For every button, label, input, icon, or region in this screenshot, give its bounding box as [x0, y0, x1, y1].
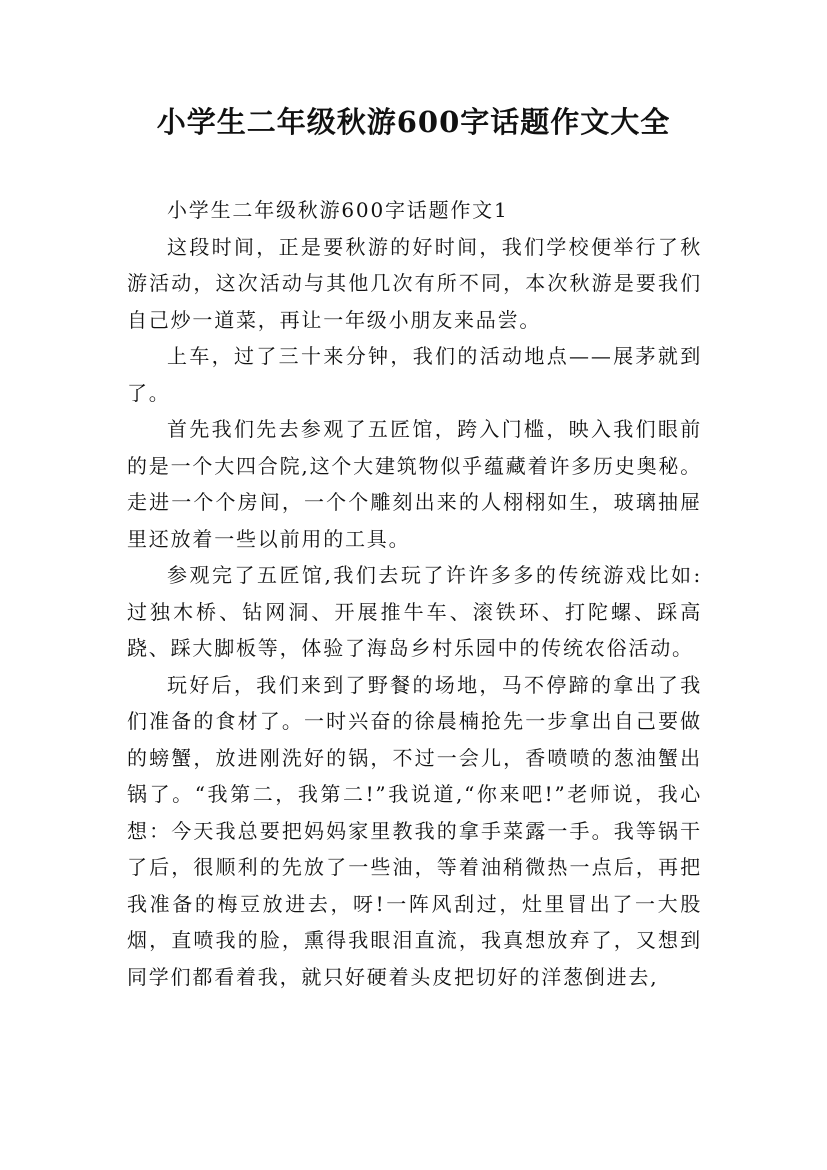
essay-subtitle: 小学生二年级秋游600字话题作文1: [167, 198, 509, 222]
paragraph: 参观完了五匠馆,我们去玩了许许多多的传统游戏比如:过独木桥、钻网洞、开展推牛车、滚铁环、打陀螺、踩高跷、踩大脚板等，体验了海岛乡村乐园中的传统农俗活动。: [127, 563, 702, 660]
document-title: 小学生二年级秋游600字话题作文大全: [156, 105, 671, 139]
paragraph: 上车，过了三十来分钟，我们的活动地点——展茅就到了。: [127, 344, 702, 405]
document-body: [127, 192, 702, 995]
paragraph: 首先我们先去参观了五匠馆，跨入门槛，映入我们眼前的是一个大四合院,这个大建筑物似乎蕴藏着许多历史奥秘。走进一个个房间，一个个雕刻出来的人栩栩如生，玻璃抽屉里还放着一些以前用的工具。: [127, 417, 702, 551]
paragraph: 这段时间，正是要秋游的好时间，我们学校便举行了秋游活动，这次活动与其他几次有所不同，本次秋游是要我们自己炒一道菜，再让一年级小朋友来品尝。: [127, 234, 702, 332]
paragraph: 玩好后，我们来到了野餐的场地，马不停蹄的拿出了我们准备的食材了。一时兴奋的徐晨楠抢先一步拿出自己要做的螃蟹，放进刚洗好的锅，不过一会儿，香喷喷的葱油蟹出锅了。“我第二，我第二!”我说道,“你来吧!”老师说，我心想：今天我总要把妈妈家里教我的拿手菜露一手。我等锅干了后，很顺利的先放了一些油，等着油稍微热一点后，再把我准备的梅豆放进去，呀!一阵风刮过，灶里冒出了一大股烟，直喷我的脸，熏得我眼泪直流，我真想放弃了，又想到同学们都看着我，就只好硬着头皮把切好的洋葱倒进去,: [127, 672, 702, 989]
